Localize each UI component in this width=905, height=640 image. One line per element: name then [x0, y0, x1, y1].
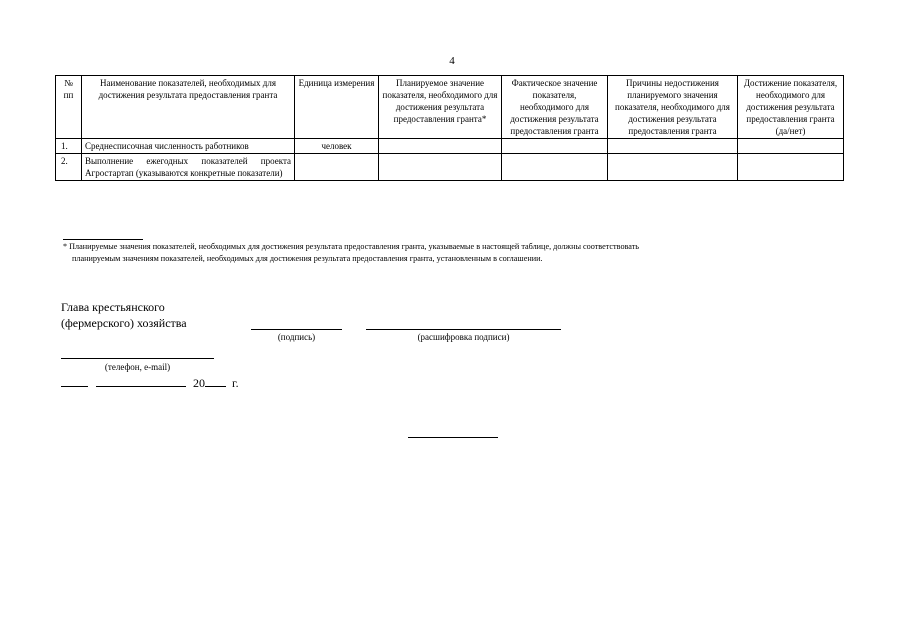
year-blank	[205, 376, 226, 387]
bottom-divider	[408, 437, 498, 438]
header-planned-value: Планируемое значение показателя, необходимого для достижения результата предоставления гранта*	[379, 76, 502, 139]
row-achievement	[738, 139, 844, 154]
row-number: 2.	[56, 154, 82, 181]
year-prefix: 20	[193, 376, 205, 390]
footnote-divider	[63, 239, 143, 240]
signer-title-line-1: Глава крестьянского	[61, 300, 165, 314]
signature-caption: (подпись)	[277, 332, 316, 342]
row-number: 1.	[56, 139, 82, 154]
signature-decoding-caption: (расшифровка подписи)	[417, 332, 510, 342]
row-planned-value	[379, 139, 502, 154]
header-reasons: Причины недостижения планируемого значения показателя, необходимого для достижения результата предоставления гранта	[608, 76, 738, 139]
contact-line	[61, 358, 214, 359]
month-blank	[96, 376, 186, 387]
date-row	[61, 376, 239, 390]
row-unit: человек	[295, 139, 379, 154]
footnote	[63, 241, 845, 265]
header-achievement: Достижение показателя, необходимого для достижения результата предоставления гранта (да/нет)	[738, 76, 844, 139]
row-reasons	[608, 154, 738, 181]
day-blank	[61, 376, 88, 387]
footnote-line-1: Планируемые значения показателей, необходимых для достижения результата предоставления гранта, указываемые в настоящей таблице, должны соответствовать	[69, 242, 640, 251]
year-suffix: г.	[232, 376, 239, 390]
row-indicator-name: Выполнение ежегодных показателей проекта Агростартап (указываются конкретные показатели)	[82, 154, 295, 181]
footnote-line-2: планируемым значениям показателей, необходимых для достижения результата предоставления гранта, установленным в соглашении.	[72, 254, 543, 263]
row-reasons	[608, 139, 738, 154]
signature-line	[251, 329, 342, 330]
row-achievement	[738, 154, 844, 181]
page-number: 4	[449, 55, 455, 67]
header-number: № пп	[56, 76, 82, 139]
row-actual-value	[502, 154, 608, 181]
row-planned-value	[379, 154, 502, 181]
row-indicator-name: Среднесписочная численность работников	[82, 139, 295, 154]
signature-decoding-line	[366, 329, 561, 330]
header-indicator-name: Наименование показателей, необходимых для достижения результата предоставления гранта	[82, 76, 295, 139]
header-actual-value: Фактическое значение показателя, необходимого для достижения результата предоставления гранта	[502, 76, 608, 139]
footnote-marker: *	[63, 242, 68, 251]
table-header-row	[56, 76, 844, 139]
signer-title	[61, 299, 187, 331]
row-actual-value	[502, 139, 608, 154]
header-unit: Единица измерения	[295, 76, 379, 139]
signer-title-line-2: (фермерского) хозяйства	[61, 316, 187, 330]
contact-caption: (телефон, e-mail)	[104, 362, 171, 372]
row-unit	[295, 154, 379, 181]
table-row	[56, 139, 844, 154]
indicators-table	[55, 75, 844, 181]
table-row	[56, 154, 844, 181]
